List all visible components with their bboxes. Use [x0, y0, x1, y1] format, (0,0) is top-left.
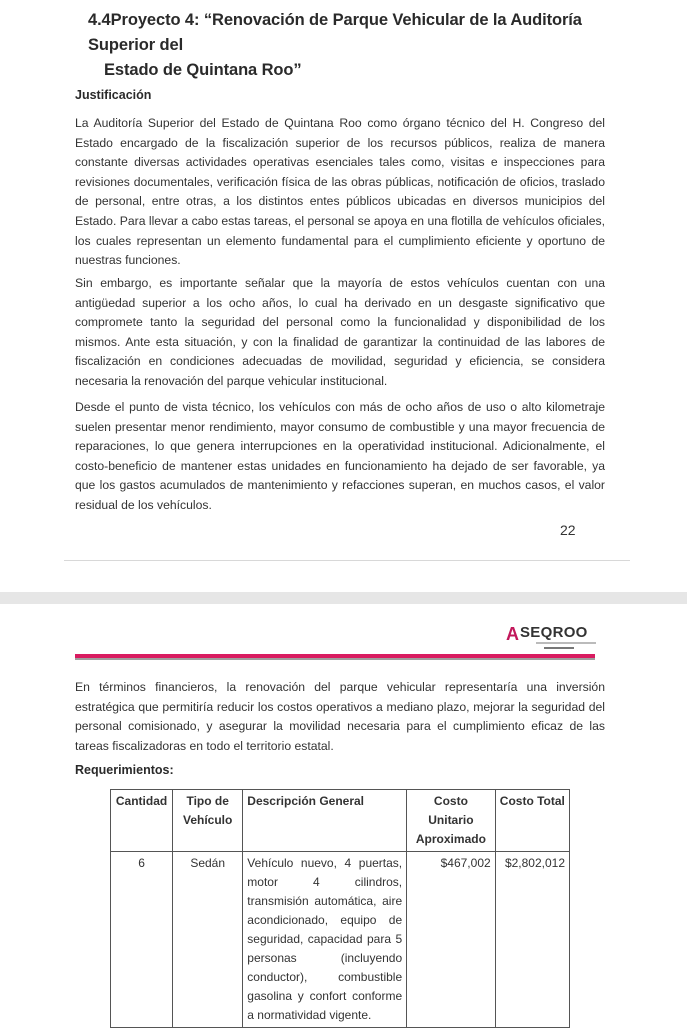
logo-mark-icon: A [506, 624, 519, 644]
table-header-row [111, 790, 570, 852]
section-title [88, 8, 628, 83]
logo-wordmark: SEQROO [520, 624, 588, 641]
header-costo-unitario: Costo Unitario Aproximado [407, 790, 496, 852]
section-title-line2: Estado de Quintana Roo” [104, 61, 302, 79]
footer-divider [64, 560, 630, 561]
logo-tagline [536, 642, 596, 644]
justification-paragraph-2: Sin embargo, es importante señalar que la mayoría de estos vehículos cuentan con una antigüedad superior a los ocho años, lo cual ha derivado en un desgaste significativo que compromete tanto la seguridad del personal como la funcionalidad y disponibilidad de los mismos. Ante esta situación, y con la finalidad de garantizar la continuidad de las labores de fiscalización en condiciones adecuadas de movilidad, seguridad y eficiencia, se considera necesaria la renovación del parque vehicular institucional. [75, 276, 605, 388]
justification-heading: Justificación [75, 88, 152, 102]
aseqroo-logo [506, 622, 601, 652]
section-title-line1: 4.4Proyecto 4: “Renovación de Parque Vehicular de la Auditoría Superior del [88, 11, 582, 54]
header-tipo: Tipo de Vehículo [173, 790, 243, 852]
table-row [111, 852, 570, 1028]
header-brand-bar [75, 654, 595, 660]
cell-costo-unitario: $467,002 [407, 852, 496, 1028]
logo-tagline-2 [544, 647, 574, 649]
requirements-table [110, 789, 570, 1028]
header-descripcion: Descripción General [243, 790, 407, 852]
cell-cantidad: 6 [111, 852, 173, 1028]
financial-paragraph: En términos financieros, la renovación del parque vehicular representaría una inversión estratégica que permitiría reducir los costos operativos a mediano plazo, mejorar la seguridad del personal comisionado, y asegurar la movilidad necesaria para el cumplimiento eficaz de las tareas fiscalizadoras en todo el territorio estatal. [75, 680, 605, 753]
header-costo-total: Costo Total [495, 790, 569, 852]
header-cantidad: Cantidad [111, 790, 173, 852]
justification-paragraph-1: La Auditoría Superior del Estado de Quintana Roo como órgano técnico del H. Congreso del Estado encargado de la fiscalización superior de los recursos públicos, realiza de manera constante diversas actividades operativas esenciales tales como, visitas e inspecciones para revisiones documentales, verificación física de las obras públicas, notificación de oficios, traslado de personal, entre otras, a los distintos entes públicos ubicadas en diversos municipios del Estado. Para llevar a cabo estas tareas, el personal se apoya en una flotilla de vehículos oficiales, los cuales representan un elemento fundamental para el cumplimiento eficiente y oportuno de nuestras funciones. [75, 116, 605, 268]
requirements-heading: Requerimientos: [75, 763, 174, 777]
cell-tipo: Sedán [173, 852, 243, 1028]
cell-descripcion: Vehículo nuevo, 4 puertas, motor 4 cilindros, transmisión automática, aire acondicionado, equipo de seguridad, capacidad para 5 personas (incluyendo conductor), combustible gasolina y confort conforme a normatividad vigente. [243, 852, 407, 1028]
justification-paragraph-3: Desde el punto de vista técnico, los vehículos con más de ocho años de uso o alto kilometraje suelen presentar menor rendimiento, mayor consumo de combustible y una mayor frecuencia de reparaciones, lo que genera interrupciones en la operatividad institucional. Adicionalmente, el costo-beneficio de mantener estas unidades en funcionamiento ha dejado de ser favorable, ya que los gastos acumulados de mantenimiento y refacciones superan, en muchos casos, el valor residual de los vehículos. [75, 400, 605, 512]
page-separator [0, 592, 687, 604]
page-number: 22 [560, 522, 576, 538]
cell-costo-total: $2,802,012 [495, 852, 569, 1028]
